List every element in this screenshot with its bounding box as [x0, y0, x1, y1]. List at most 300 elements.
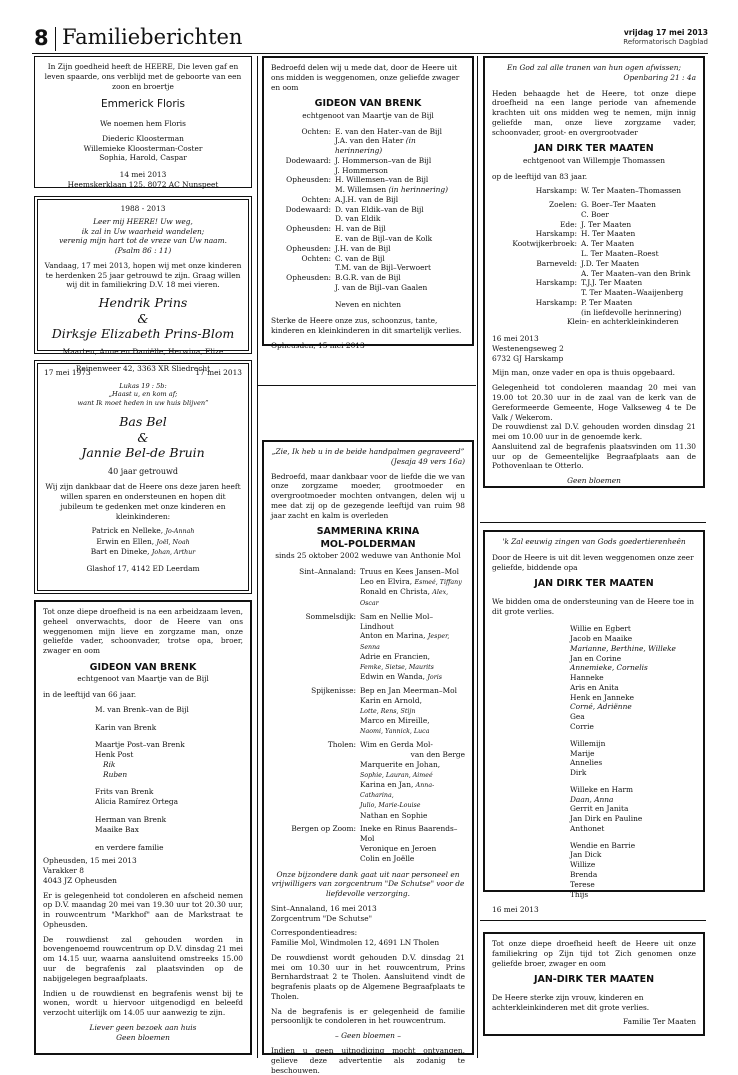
grandchildren-names: Alex, Oscar	[360, 589, 449, 607]
grandchild-name: Marije	[570, 748, 595, 758]
group-names	[360, 811, 465, 821]
relative-names	[335, 244, 465, 254]
relative-place	[492, 308, 581, 318]
member-names: Karin en Arnold,	[360, 696, 422, 706]
relative-row	[271, 214, 465, 224]
relative-place: Kootwijkerbroek:	[512, 239, 577, 249]
grandchild-name: Brenda	[570, 869, 598, 879]
relative-place: Ede:	[560, 219, 577, 229]
relative-name: T.M. van de Bijl–Verwoert	[335, 263, 431, 273]
sibling-line: Sophia, Harold, Caspar	[99, 153, 187, 163]
spouse-line: echtgenoot van Maartje van de Bijl	[77, 674, 209, 684]
grandchildren-names: Lotte, Rens, Stijn	[360, 707, 416, 715]
group-place	[271, 672, 360, 682]
relative-place	[492, 269, 581, 279]
relative-place: Opheusden:	[286, 273, 331, 283]
member-names: Leo en Elvira,	[360, 576, 415, 586]
relative-names: A. Ter Maaten	[581, 239, 635, 249]
relative-row	[492, 249, 696, 259]
relative-place: Harskamp:	[535, 186, 577, 196]
verse-line: verenig mijn hart tot de vreze van Uw naam.	[59, 236, 227, 246]
verse-line: 'k Zal eeuwig zingen van Gods goedertierenheên	[502, 537, 686, 546]
relative-name: C. van de Bijl	[335, 253, 385, 263]
anniversary-address: Reinenweer 42, 3363 XR Sliedrecht	[75, 363, 211, 373]
grandchild-name: Willemijn	[570, 738, 606, 748]
issue-date: vrijdag 17 mei 2013	[623, 28, 708, 37]
relative-name: B.G.R. van de Bijl	[335, 273, 401, 283]
spouse-line: echtgenoot van Maartje van de Bijl	[302, 110, 434, 120]
wedding-date: 17 mei 1973	[44, 368, 91, 377]
relative-place: Opheusden:	[286, 224, 331, 234]
grandchildren-names: Jesper, Senna	[360, 633, 450, 651]
relative-row	[492, 288, 696, 298]
relative-names: C. Boer	[581, 209, 609, 219]
relative-row	[492, 229, 696, 239]
obituary-intro: Bedroefd delen wij u mede dat, door de Heere uit ons midden is weggenomen, onze geliefde zwager en oom	[271, 63, 460, 92]
relative-names	[335, 283, 465, 293]
grandchild: Rik	[103, 759, 116, 769]
relative-row	[271, 127, 465, 137]
relative-name: D. van Eldik	[335, 214, 381, 224]
notice-date: 16 mei 2013	[492, 905, 539, 915]
condolence-info: Er is gelegenheid tot condoleren en afscheid nemen op D.V. maandag 20 mei van 19.30 uur tot 20.30 uur, in rouwcentrum "Markhof" aan de Markstraat te Opheusden.	[43, 890, 243, 929]
extended-family: en verdere familie	[95, 842, 164, 852]
grandchild-name: Annelies	[570, 758, 603, 768]
flowers-line: – Geen bloemen –	[335, 1031, 401, 1041]
right-column-rule-2	[480, 920, 706, 921]
relative-names: J. Ter Maaten	[581, 219, 632, 229]
relative-names	[335, 166, 465, 176]
group-place	[271, 800, 360, 810]
place-date: Opheusden, 15 mei 2013	[271, 340, 365, 350]
relative-place	[271, 283, 335, 293]
page-number: 8	[34, 26, 49, 50]
member-names: Marquerite en Johan,	[360, 759, 441, 769]
obituary-ter-maaten-family	[483, 56, 705, 488]
relative-row	[271, 175, 465, 185]
grandchild-name: Henk en Janneke	[570, 692, 635, 702]
group-place: Tholen:	[327, 740, 356, 750]
relative-name: M. Willemsen	[335, 185, 387, 195]
age-line: op de leeftijd van 83 jaar.	[492, 171, 588, 181]
relative-row	[492, 259, 696, 269]
street: Westenengseweg 2	[492, 343, 564, 353]
relative-place	[271, 136, 335, 156]
newspaper-name: Reformatorisch Dagblad	[623, 38, 708, 46]
grandchild-name	[570, 778, 696, 785]
family-line	[271, 760, 465, 770]
relative-names	[335, 156, 465, 166]
relative-name: J.A. van den Hater	[335, 136, 404, 146]
prayer-line: We bidden oma de ondersteuning van de Heere toe in dit grote verlies.	[492, 596, 694, 616]
attend-info: Indien u de rouwdienst en begrafenis wenst bij te wonen, wordt u hiervoor uitgenodigd en beleefd verzocht uiterlijk om 14.05 uur aanwezig te zijn.	[43, 988, 243, 1018]
relative-names: H. Ter Maaten	[581, 229, 636, 239]
member-names: Sam en Nellie Mol–Lindhout	[360, 611, 434, 631]
group-place: Sint–Annaland:	[299, 567, 356, 577]
relative-name: H. van de Bijl	[335, 224, 386, 234]
verse-line: want Ik moet heden in uw huis blijven”	[77, 399, 209, 408]
relative-names: P. Ter Maaten	[581, 297, 633, 307]
deceased-name: JAN DIRK TER MAATEN	[534, 578, 654, 590]
group-names	[360, 652, 465, 662]
relative-place	[271, 214, 335, 224]
verse-line: En God zal alle tranen van hun ogen afwissen;	[507, 63, 681, 72]
family-line	[271, 770, 465, 780]
jubilee-date: 17 mei 2013	[195, 368, 242, 377]
grandchildren-names: Naomi, Yannick, Luca	[360, 727, 430, 735]
relative-row	[271, 195, 465, 205]
relative-place	[271, 263, 335, 273]
family-line	[271, 800, 465, 810]
middle-column-rule	[258, 385, 476, 386]
relative-names: T. Ter Maaten–Waaijenberg	[581, 288, 684, 298]
closing-line: Liever geen bezoek aan huis	[89, 1022, 197, 1032]
birth-date: 14 mei 2013	[119, 170, 167, 180]
family-member: Herman van Brenk	[95, 815, 167, 825]
years-married: 40 jaar getrouwd	[108, 466, 178, 476]
group-names	[360, 770, 465, 780]
group-place	[271, 844, 360, 854]
family-member: Karin van Brenk	[95, 722, 157, 732]
member-names: Nathan en Sophie	[360, 810, 428, 820]
relative-row	[492, 239, 696, 249]
relative-names	[335, 195, 465, 205]
baby-call-name: We noemen hem Floris	[100, 119, 186, 129]
relatives-list	[271, 127, 465, 293]
grandchildren-names: Femke, Sietse, Maurits	[360, 663, 434, 671]
relative-row	[271, 234, 465, 244]
verse-reference: Openbaring 21 : 4a	[623, 72, 696, 82]
relative-names	[335, 214, 465, 224]
relative-row	[271, 205, 465, 215]
family-group	[271, 567, 465, 608]
age-line: in de leeftijd van 66 jaar.	[43, 690, 137, 700]
group-place: Spijkenisse:	[311, 686, 356, 696]
relative-name: A.J.H. van de Bijl	[335, 194, 399, 204]
relative-row	[492, 308, 696, 318]
group-names	[360, 824, 465, 844]
relative-row	[492, 298, 696, 308]
grandchild-name: Daan, Anna	[570, 794, 614, 804]
grandchildren-names: Sophie, Lauran, Aimeé	[360, 771, 433, 779]
street: Varakker 8	[43, 866, 84, 876]
member-names: Marco en Mireille,	[360, 716, 430, 726]
children-names: Maarten, Anne en Daniëlle, Herwina, Elize	[62, 347, 224, 356]
family-line	[271, 652, 465, 662]
family-line	[271, 696, 465, 706]
family-line	[271, 662, 465, 672]
family-line: Erwin en Ellen, Joël, Noah	[96, 536, 190, 546]
family-line	[271, 824, 465, 844]
family-line	[271, 844, 465, 854]
section-title: Familieberichten	[62, 25, 243, 49]
relative-row	[271, 254, 465, 264]
relative-place: Opheusden:	[286, 175, 331, 185]
location: Zorgcentrum "De Schutse"	[271, 913, 373, 923]
member-names: Colin en Joëlle	[360, 853, 415, 863]
relative-place: Harskamp:	[535, 297, 577, 307]
condolence-info: Gelegenheid tot condoleren maandag 20 mei van 19.00 tot 20.30 uur in de zaal van de kerk van de Gereformeerde Gemeente, Hoge Valkseweg 4 te De Valk / Wekerom.	[492, 383, 696, 422]
grandchild-name	[570, 834, 696, 841]
relative-place: Ochten:	[301, 253, 331, 263]
family-member: Maartje Post–van Brenk	[95, 740, 185, 750]
group-names	[360, 750, 465, 760]
family-member: Henk Post	[95, 750, 134, 760]
relative-row	[271, 263, 465, 273]
header-rule	[32, 53, 708, 54]
member-names: Karina en Jan,	[360, 779, 416, 789]
group-place	[271, 726, 360, 736]
grandchild-name: Willize	[570, 860, 596, 870]
deceased-name: JAN-DIRK TER MAATEN	[533, 974, 655, 986]
family-line	[271, 587, 465, 608]
relative-row	[271, 273, 465, 283]
relative-names: L. Ter Maaten–Roest	[581, 249, 659, 259]
member-names: Wim en Gerda Mol-	[360, 740, 433, 750]
baby-name: Emmerick Floris	[100, 98, 186, 111]
family-line	[271, 726, 465, 736]
deceased-name: JAN DIRK TER MAATEN	[534, 143, 654, 155]
group-place	[271, 770, 360, 780]
member-names: Ronald en Christa,	[360, 587, 433, 597]
group-place	[271, 587, 360, 608]
family-member: Frits van Brenk	[95, 787, 154, 797]
member-names: Truus en Kees Jansen–Mol	[360, 567, 459, 577]
grandchild-name: Wendie en Barrie	[570, 840, 636, 850]
closing-line: Geen bloemen	[116, 1032, 170, 1042]
group-names	[360, 577, 465, 587]
relative-place	[271, 234, 335, 244]
relative-names	[335, 136, 465, 156]
correspondence-address: Familie Mol, Windmolen 12, 4691 LN Tholen	[271, 938, 440, 948]
family-list	[43, 705, 243, 852]
deceased-last-name: MOL-POLDERMAN	[320, 538, 416, 550]
nephews-line: Neven en nichten	[334, 299, 402, 309]
relative-names	[335, 234, 465, 244]
wife-name: Dirksje Elizabeth Prins-Blom	[51, 326, 235, 342]
grandchild-name: Aris en Anita	[570, 682, 619, 692]
ampersand: &	[137, 429, 149, 445]
member-names: Veronique en Jeroen	[360, 844, 437, 853]
obituary-intro: Door de Heere is uit dit leven weggenomen onze zeer geliefde, biddende opa	[492, 552, 694, 572]
anniversary-years: 1988 - 2013	[120, 204, 166, 213]
family-line	[271, 854, 465, 864]
grandchild-name	[570, 732, 696, 739]
relative-place: Dodewaard:	[285, 155, 331, 165]
family-line	[271, 686, 465, 696]
burial-info: Aansluitend zal de begrafenis plaatsvinden om 11.30 uur op de Gemeentelijke Begraafplaats aan de Pothovenlaan te Otterlo.	[492, 441, 696, 471]
family-line	[271, 750, 465, 760]
relative-place: Harskamp:	[535, 229, 577, 239]
wish-line: De Heere sterke zijn vrouw, kinderen en achterkleinkinderen met dit grote verlies.	[492, 992, 650, 1012]
relative-names	[335, 185, 465, 195]
grandchildren-line: Klein- en achterkleinkinderen	[567, 317, 679, 327]
birth-announcement	[34, 56, 252, 188]
obituary-intro: Tot onze diepe droefheid heeft de Heere uit onze familiekring op Zijn tijd tot Zich genomen onze geliefde broer, zwager en oom	[492, 939, 696, 968]
group-names	[360, 716, 465, 726]
relative-names	[335, 175, 465, 185]
family-line: Bart en Dineke, Johan, Arthur	[90, 546, 196, 556]
group-place	[271, 760, 360, 770]
group-place	[271, 662, 360, 672]
group-names	[360, 760, 465, 770]
relative-place: Opheusden:	[286, 243, 331, 253]
grandchild-name: Gerrit en Janita	[570, 804, 629, 814]
grandchildren-names: Joris	[427, 674, 442, 682]
signature-line: Familie Ter Maaten	[623, 1017, 696, 1027]
relative-name: J. van de Bijl–van Gaalen	[335, 282, 428, 292]
grandchild-name: Thijs	[570, 889, 589, 899]
family-member: M. van Brenk–van de Bijl	[95, 704, 189, 714]
group-place	[271, 716, 360, 726]
obituary-gideon-family	[34, 600, 252, 1055]
family-group	[271, 740, 465, 820]
member-names: Bep en Jan Meerman–Mol	[360, 686, 457, 696]
verse-line: Leer mij HEERE! Uw weg,	[93, 216, 193, 226]
group-place	[271, 750, 360, 760]
home-line: Mijn man, onze vader en opa is thuis opgebaard.	[492, 368, 675, 378]
relative-name: J. Hommerson	[335, 165, 388, 175]
group-names	[360, 740, 465, 750]
husband-name: Bas Bel	[119, 413, 167, 429]
family-line: Patrick en Nelleke, Jo-Annah	[91, 526, 195, 536]
relative-names	[335, 254, 465, 264]
birth-intro: In Zijn goedheid heeft de HEERE, Die leven gaf en leven spaarde, ons verblijd met de geboorte van een zoon en broertje	[44, 62, 242, 91]
obituary-intro: Tot onze diepe droefheid is na een arbeidzaam leven, geheel onverwachts, door de Heere van ons weggenomen mijn lieve en zorgzame man, onze geliefde vader, schoonvader, trotse opa, broer, zwager en oom	[43, 607, 243, 656]
family-line	[271, 716, 465, 726]
obituary-ter-maaten-grandchildren	[483, 530, 705, 915]
relative-names: A. Ter Maaten–van den Brink	[581, 268, 691, 278]
group-place: Bergen op Zoom:	[291, 824, 356, 834]
family-member: Alicia Ramírez Ortega	[95, 797, 179, 807]
deceased-first-name: SAMMERINA KRINA	[316, 526, 420, 538]
ampersand: &	[137, 310, 149, 326]
grandchild-name: Corné, Adriënne	[570, 702, 632, 712]
column-divider-1	[257, 56, 258, 1058]
member-names: Adrie en Francien,	[360, 651, 430, 661]
flowers-line: Geen bloemen	[567, 476, 621, 486]
obituary-intro: Heden behaagde het de Heere, tot onze diepe droefheid na een lange periode van afnemende krachten uit ons midden weg te nemen, mijn innig geliefde man, onze lieve zorgzame vader, schoonvader, groot- en overgrootvader	[492, 88, 696, 137]
family-line	[271, 706, 465, 716]
grandchild-name: Anthonet	[570, 823, 605, 833]
obituary-ter-maaten-siblings	[483, 932, 705, 1036]
relative-name: D. van Eldik–van de Bijl	[335, 204, 424, 214]
verse-line: „Haast u, en kom af;	[108, 390, 178, 399]
relative-row	[271, 224, 465, 234]
right-column-rule-1	[480, 522, 706, 523]
grandchildren-names: Esmeé, Tiffany	[414, 578, 462, 586]
relative-place	[492, 210, 581, 220]
member-names: Anton en Marina,	[360, 631, 428, 641]
husband-name: Hendrik Prins	[98, 295, 188, 311]
postal: 6732 GJ Harskamp	[492, 353, 564, 363]
group-place	[271, 652, 360, 662]
group-names	[360, 686, 465, 696]
notice-line: Indien u geen uitnodiging mocht ontvangen, gelieve deze advertentie als zodanig te beschouwen.	[271, 1046, 465, 1075]
relative-names: G. Boer–Ter Maaten	[581, 200, 656, 210]
relative-row	[271, 283, 465, 293]
relative-place: Ochten:	[301, 194, 331, 204]
group-place	[271, 706, 360, 716]
relative-name: E. van de Bijl–van de Kolk	[335, 234, 433, 244]
relative-place: Dodewaard:	[285, 204, 331, 214]
private-info: Na de begrafenis is er gelegenheid de familie persoonlijk te condoleren in het rouwcentrum.	[271, 1006, 465, 1026]
group-place	[271, 631, 360, 652]
service-info: De rouwdienst zal gehouden worden in bovengenoemd rouwcentrum op D.V. dinsdag 21 mei om 14.15 uur, waarna aansluitend omstreeks 15.00 uur de begrafenis zal plaatsvinden op de nabijgelegen begraafplaats.	[43, 934, 243, 983]
relative-names: (in liefdevolle herinnering)	[581, 307, 682, 317]
jubilee-text: Wij zijn dankbaar dat de Heere ons deze jaren heeft willen sparen en ondersteunen en hopen dit jubileum te gedenken met onze kinderen en kleinkinderen:	[45, 482, 241, 521]
grandchild-name: Corrie	[570, 722, 594, 732]
parent-line: Willemieke Kloosterman-Coster	[83, 143, 203, 153]
relative-place	[271, 166, 335, 176]
grandchild-name: Jan en Corine	[570, 653, 622, 663]
grandchild-name: Jan Dick	[570, 850, 602, 860]
wish-line: Sterke de Heere onze zus, schoonzus, tante, kinderen en kleinkinderen in dit smartelijk verlies.	[271, 316, 462, 336]
group-names	[360, 726, 465, 736]
relative-name: H. Willemsen–van de Bijl	[335, 175, 429, 185]
correspondence-label: Correspondentieadres:	[271, 928, 358, 938]
relative-place	[271, 185, 335, 195]
family-line	[271, 612, 465, 632]
birth-address: Heemskerklaan 125, 8072 AC Nunspeet	[67, 179, 219, 189]
relatives-list	[271, 567, 465, 863]
group-place: Sommelsdijk:	[305, 611, 356, 621]
family-line	[271, 740, 465, 750]
relative-row	[271, 244, 465, 254]
grandchild-name: Annemieke, Cornelis	[570, 663, 648, 673]
relative-row	[271, 136, 465, 156]
postal: 4043 JZ Opheusden	[43, 875, 117, 885]
relative-names	[335, 224, 465, 234]
jubilee-address: Glashof 17, 4142 ED Leerdam	[86, 564, 200, 574]
relative-names	[335, 205, 465, 215]
group-names	[360, 706, 465, 716]
deceased-name: GIDEON VAN BRENK	[89, 661, 197, 673]
relative-place	[492, 288, 581, 298]
group-place	[271, 811, 360, 821]
family-group	[271, 824, 465, 863]
relative-row	[492, 269, 696, 279]
group-names	[360, 780, 465, 801]
verse-reference: Lukas 19 : 5b:	[119, 381, 167, 390]
group-names	[360, 854, 465, 864]
group-place	[271, 696, 360, 706]
grandchild: Ruben	[103, 769, 128, 779]
relative-names	[335, 127, 465, 137]
group-names	[360, 696, 465, 706]
relative-row	[492, 210, 696, 220]
family-line	[271, 672, 465, 682]
place-date: Sint–Annaland, 16 mei 2013	[271, 903, 377, 913]
family-member: Maaike Bax	[95, 824, 139, 834]
relative-place: Zoelen:	[549, 200, 577, 210]
grandchild-name: Marianne, Berthine, Willeke	[570, 643, 676, 653]
anniversary-40-announcement	[37, 363, 249, 591]
relative-names	[335, 263, 465, 273]
grandchildren-names: Julio, Marie-Louise	[360, 802, 421, 810]
family-line	[271, 780, 465, 801]
family-line	[271, 567, 465, 577]
family-group	[271, 686, 465, 736]
relative-note: (in herinnering)	[335, 136, 416, 156]
group-names	[360, 612, 465, 632]
family-group	[271, 612, 465, 682]
group-names	[360, 844, 465, 854]
group-place	[271, 854, 360, 864]
grandchildren-names: Anna-Catharina,	[360, 781, 435, 800]
verse-reference: (Jesaja 49 vers 16a)	[390, 456, 465, 466]
group-names	[360, 587, 465, 608]
